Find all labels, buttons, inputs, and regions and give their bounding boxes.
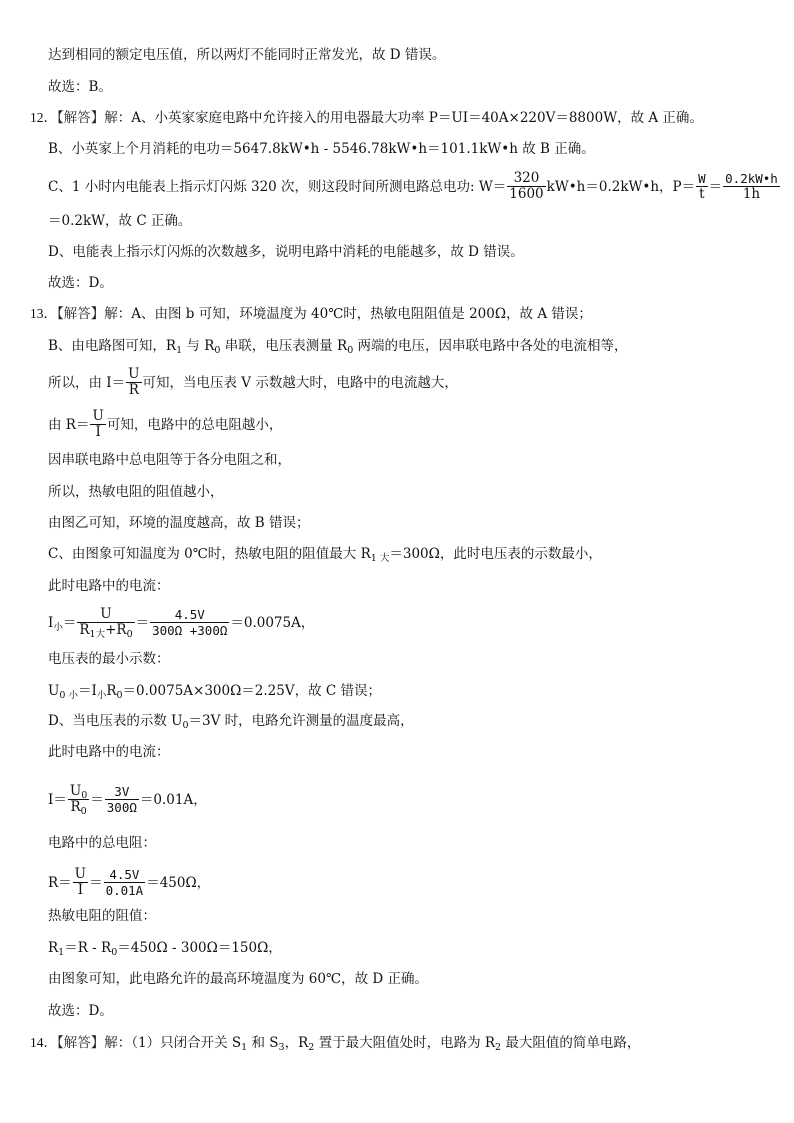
text-span: +R <box>105 622 127 638</box>
fraction <box>507 171 545 202</box>
fraction <box>77 607 134 638</box>
text-span: ＝ <box>135 615 150 631</box>
text-line <box>48 483 224 501</box>
text-span: R <box>48 940 59 956</box>
text-span: 热敏电阻的阻值： <box>48 908 156 924</box>
text-span: ＝I <box>77 683 97 699</box>
text-span: ＝300Ω，此时电压表的示数最小， <box>389 546 602 562</box>
text-line <box>48 514 310 532</box>
text-line <box>48 970 428 988</box>
text-line <box>48 212 191 230</box>
fraction-denominator <box>68 800 89 815</box>
text-line <box>48 650 170 668</box>
text-span: ＝450Ω - 300Ω＝150Ω， <box>117 940 282 956</box>
text-span: 此时电路中的电流： <box>48 744 170 760</box>
text-span: ＝0.0075A， <box>230 615 315 631</box>
text-span: 置于最大阻值处时，电路为 R <box>314 1035 496 1051</box>
subscript: 0 <box>214 345 221 356</box>
question-number: 13． <box>30 306 57 321</box>
text-span: D、当电压表的示数 U <box>48 713 183 729</box>
fraction-denominator: R <box>128 382 139 398</box>
text-line <box>48 712 414 730</box>
subscript: 2 <box>495 1042 502 1053</box>
text-span: C、由图象可知温度为 0℃时，热敏电阻的阻值最大 R <box>48 546 371 562</box>
text-span: ＝ <box>708 179 723 195</box>
question-13-answer <box>30 305 592 323</box>
text-span: ＝R - R <box>64 940 112 956</box>
text-span: 解：A、由图 b 可知，环境温度为 40℃时，热敏电阻阻值是 200Ω，故 A 错误； <box>104 306 592 322</box>
subscript: 0 <box>182 720 189 731</box>
text-span: R <box>70 799 81 815</box>
text-span: C、1 小时内电能表上指示灯闪烁 320 次，则这段时间所测电路总电功: W＝ <box>48 179 507 195</box>
question-14-answer <box>30 1034 640 1052</box>
answer-tag: 【解答】 <box>57 306 105 322</box>
subscript: 0 <box>80 806 87 817</box>
text-line <box>48 577 170 595</box>
fraction-denominator: I <box>95 424 101 440</box>
subscript: 1大 <box>89 629 106 640</box>
text-span: 串联，电压表测量 R <box>220 338 348 354</box>
formula-line <box>48 608 314 639</box>
fraction-numerator: 3V <box>105 784 139 800</box>
subscript: 3 <box>278 1042 285 1053</box>
fraction-denominator <box>77 623 134 638</box>
text-line <box>48 337 628 355</box>
subscript: 1 <box>241 1042 248 1053</box>
text-span: 解：（1）只闭合开关 S <box>104 1035 242 1051</box>
subscript: 0 <box>111 947 118 958</box>
text-span: ＝450Ω， <box>146 875 211 891</box>
text-span: 由 R＝ <box>48 417 90 433</box>
text-line <box>48 46 445 64</box>
text-span: 最大阻值的简单电路， <box>501 1035 641 1051</box>
formula-line <box>48 868 210 899</box>
text-span: D、电能表上指示灯闪烁的次数越多，说明电路中消耗的电能越多，故 D 错误。 <box>48 244 524 260</box>
fraction-numerator: U <box>92 408 104 424</box>
fraction-numerator: 0.2kW•h <box>725 171 778 186</box>
text-span: ＝3V 时，电路允许测量的温度最高， <box>188 713 414 729</box>
fraction-denominator: 1600 <box>509 186 544 202</box>
text-span: ＝ <box>90 792 104 808</box>
subscript: 小 <box>53 622 63 633</box>
question-number: 14． <box>30 1035 57 1050</box>
fraction-numerator: U <box>77 607 134 623</box>
subscript: 1 <box>176 345 183 356</box>
subscript: 0 <box>126 629 133 640</box>
fraction <box>105 784 139 815</box>
text-span: 由图象可知，此电路允许的最高环境温度为 60℃，故 D 正确。 <box>48 971 428 987</box>
subscript: 1 <box>58 947 65 958</box>
text-span: 故选：D。 <box>48 275 113 291</box>
text-span: 达到相同的额定电压值，所以两灯不能同时正常发光，故 D 错误。 <box>48 47 446 63</box>
text-span: R <box>79 622 90 638</box>
text-span: 电路中的总电阻： <box>48 835 156 851</box>
fraction-numerator: U <box>74 866 87 882</box>
text-line <box>48 243 524 261</box>
text-span: 所以，由 I＝ <box>48 375 126 391</box>
text-line <box>48 140 595 158</box>
fraction-numerator: 4.5V <box>150 607 229 623</box>
answer-tag: 【解答】 <box>57 1035 105 1051</box>
text-span: kW•h＝0.2kW•h，P＝ <box>546 179 696 195</box>
text-span: U <box>69 783 82 799</box>
text-line-with-fractions <box>48 172 781 203</box>
text-span: 可知，电路中的总电阻越小， <box>106 417 283 433</box>
text-line <box>48 743 170 761</box>
text-span: ＝0.2kW，故 C 正确。 <box>48 213 192 229</box>
question-number: 12． <box>30 110 57 125</box>
text-span: ＝0.01A， <box>139 792 207 808</box>
text-span: U <box>48 683 60 699</box>
fraction <box>104 867 146 898</box>
fraction-numerator: 4.5V <box>104 867 146 883</box>
subscript: 0 <box>347 345 354 356</box>
formula-line <box>48 682 381 700</box>
text-span: ，R <box>284 1035 309 1051</box>
fraction-denominator: t <box>699 186 705 202</box>
fraction-numerator: W <box>698 171 706 186</box>
text-span: B、小英家上个月消耗的电功＝5647.8kW•h - 5546.78kW•h＝101.1kW•h 故 B 正确。 <box>48 141 595 157</box>
text-line <box>48 451 291 469</box>
text-line <box>48 907 156 925</box>
text-span: 电压表的最小示数： <box>48 651 170 667</box>
formula-line <box>48 785 207 816</box>
question-12-answer <box>30 109 703 127</box>
text-span: 此时电路中的电流： <box>48 578 170 594</box>
formula-line <box>48 939 282 957</box>
text-line-with-fraction <box>48 368 458 399</box>
text-span: 故选：B。 <box>48 79 112 95</box>
text-span: R＝ <box>48 875 72 891</box>
text-span: 解：A、小英家家庭电路中允许接入的用电器最大功率 P＝UI＝40A×220V＝8800W，故 A 正确。 <box>104 110 703 126</box>
answer-tag: 【解答】 <box>57 110 105 126</box>
fraction <box>90 409 105 440</box>
answer-choice <box>48 78 112 96</box>
text-span: 与 R <box>182 338 215 354</box>
fraction <box>68 784 89 815</box>
text-span: 所以，热敏电阻的阻值越小， <box>48 484 224 500</box>
text-span: 两端的电压，因串联电路中各处的电流相等， <box>353 338 628 354</box>
fraction-numerator <box>68 784 89 800</box>
text-span: ＝0.0075A×300Ω＝2.25V，故 C 错误； <box>122 683 382 699</box>
fraction-numerator: 320 <box>507 171 545 187</box>
fraction-numerator: U <box>128 366 140 382</box>
fraction-denominator: I <box>77 882 84 898</box>
text-span: I <box>48 615 54 631</box>
fraction-denominator: 300Ω +300Ω <box>152 623 228 638</box>
text-span: R <box>106 683 117 699</box>
text-span: 因串联电路中总电阻等于各分电阻之和， <box>48 452 291 468</box>
fraction-denominator: 1h <box>742 186 761 202</box>
text-span: 可知，当电压表 V 示数越大时，电路中的电流越大， <box>142 375 458 391</box>
text-line <box>48 834 156 852</box>
fraction-denominator: 0.01A <box>105 883 144 898</box>
fraction <box>73 867 88 898</box>
text-span: ＝ <box>62 615 77 631</box>
answer-choice <box>48 1002 113 1020</box>
text-span: 故选：D。 <box>48 1003 113 1019</box>
subscript: 0 <box>116 690 123 701</box>
fraction <box>723 171 780 202</box>
subscript: 0 <box>81 790 88 801</box>
fraction <box>126 367 141 398</box>
subscript: 1 大 <box>370 553 390 564</box>
text-span: 由图乙可知，环境的温度越高，故 B 错误； <box>48 515 310 531</box>
text-span: B、由电路图可知，R <box>48 338 177 354</box>
fraction <box>696 171 708 202</box>
text-span: 和 S <box>247 1035 279 1051</box>
text-span: I＝ <box>48 792 67 808</box>
fraction-denominator: 300Ω <box>106 800 137 815</box>
subscript: 2 <box>308 1042 315 1053</box>
text-line <box>48 545 602 563</box>
text-span: ＝ <box>89 875 103 891</box>
fraction <box>150 607 229 638</box>
text-line-with-fraction <box>48 410 282 441</box>
subscript: 小 <box>96 690 107 701</box>
subscript: 0 小 <box>59 690 78 701</box>
answer-choice <box>48 274 113 292</box>
